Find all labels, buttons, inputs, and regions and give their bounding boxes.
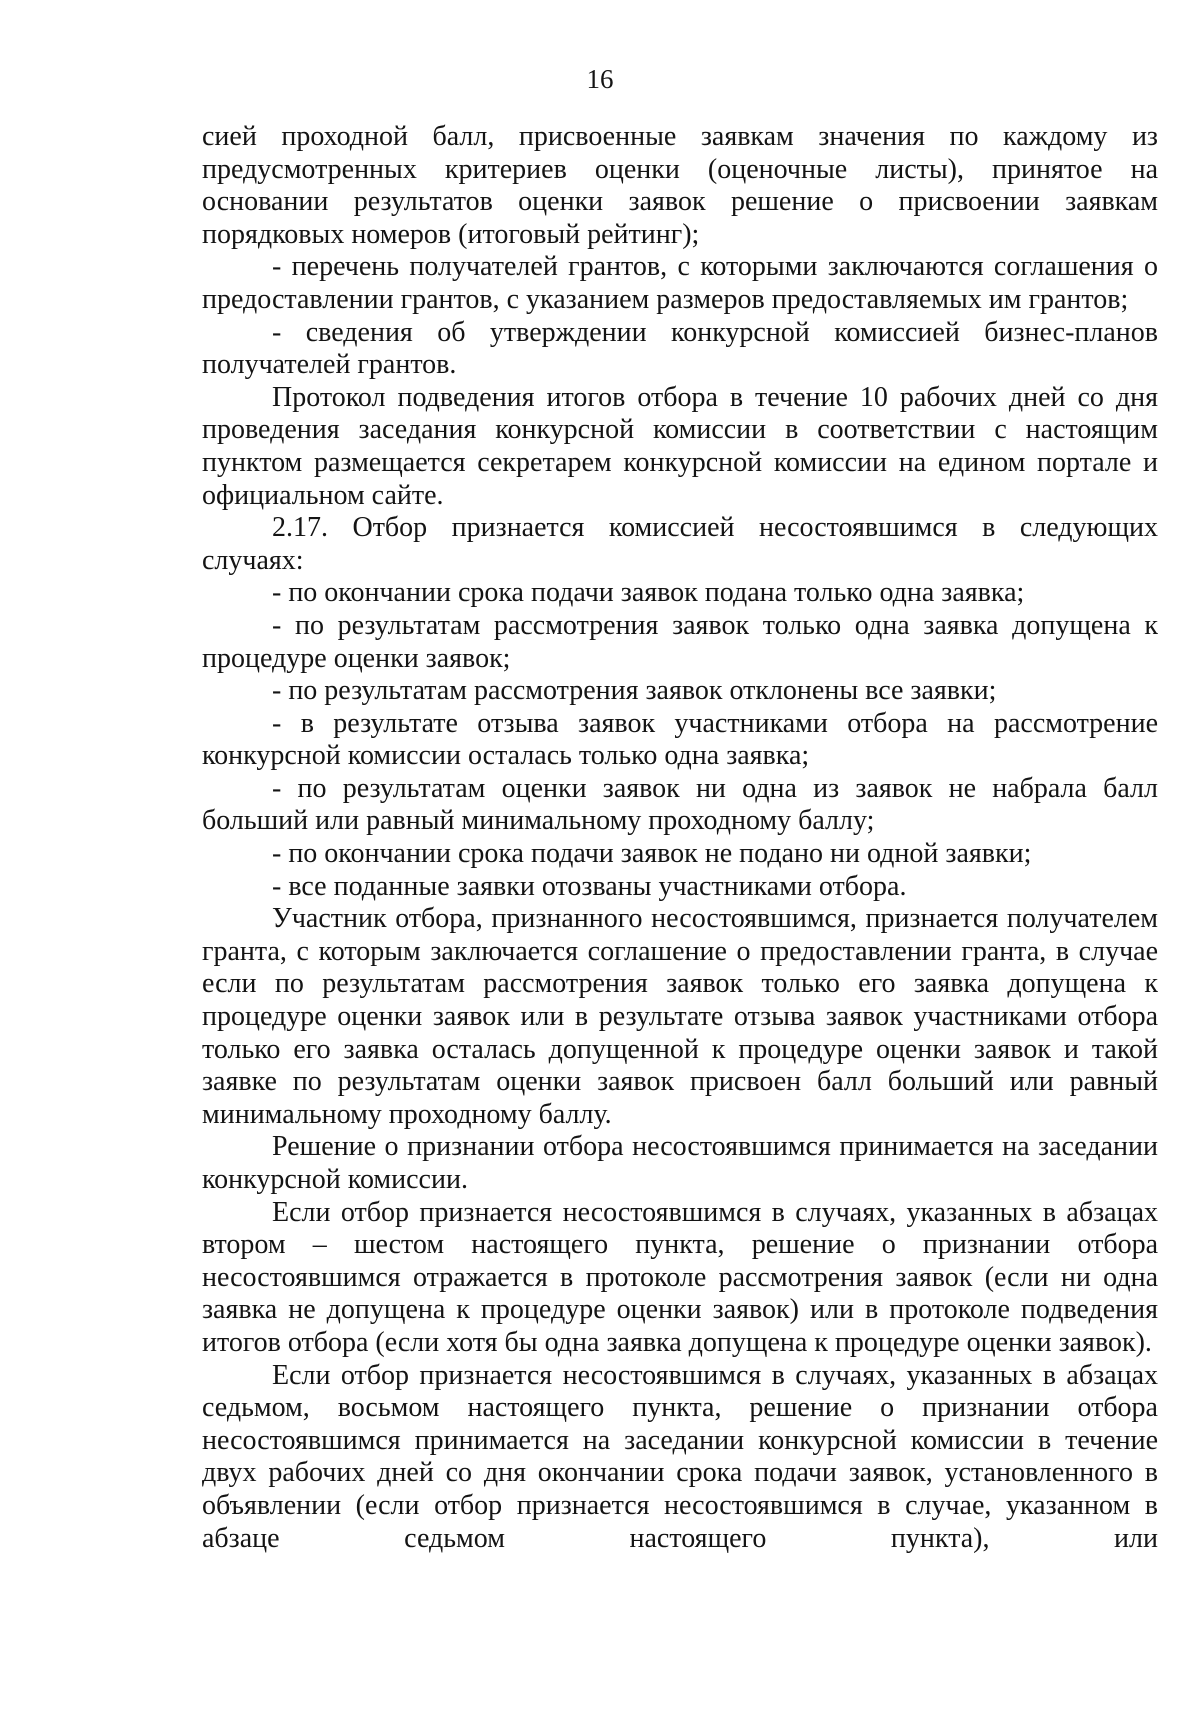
paragraph: - по результатам рассмотрения заявок только одна заявка допущена к процедуре оценки заявок; <box>202 609 1158 674</box>
paragraph: Если отбор признается несостоявшимся в случаях, указанных в абзацах втором – шестом настоящего пункта, решение о признании отбора несостоявшимся отражается в протоколе рассмотрения заявок (если ни одна заявка не допущена к процедуре оценки заявок) или в протоколе подведения итогов отбора (если хотя бы одна заявка допущена к процедуре оценки заявок). <box>202 1196 1158 1358</box>
paragraph: Участник отбора, признанного несостоявшимся, признается получателем гранта, с которым заключается соглашение о предоставлении гранта, в случае если по результатам рассмотрения заявок только его заявка допущена к процедуре оценки заявок или в результате отзыва заявок участниками отбора только его заявка осталась допущенной к процедуре оценки заявок и такой заявке по результатам оценки заявок присвоен балл больший или равный минимальному проходному баллу. <box>202 903 1158 1130</box>
document-body <box>202 121 1158 1555</box>
paragraph: - по окончании срока подачи заявок подана только одна заявка; <box>272 577 1025 609</box>
paragraph: - сведения об утверждении конкурсной комиссией бизнес-планов получателей грантов. <box>202 316 1158 381</box>
page-number: 16 <box>586 64 614 94</box>
paragraph: - в результате отзыва заявок участниками отбора на рассмотрение конкурсной комиссии осталась только одна заявка; <box>202 707 1158 772</box>
paragraph: - перечень получателей грантов, с которыми заключаются соглашения о предоставлении грантов, с указанием размеров предоставляемых им грантов; <box>202 251 1158 315</box>
paragraph: Протокол подведения итогов отбора в течение 10 рабочих дней со дня проведения заседания конкурсной комиссии в соответствии с настоящим пунктом размещается секретарем конкурсной комиссии на едином портале и официальном сайте. <box>202 381 1158 511</box>
paragraph: сией проходной балл, присвоенные заявкам значения по каждому из предусмотренных критериев оценки (оценочные листы), принятое на основании результатов оценки заявок решение о присвоении заявкам порядковых номеров (итоговый рейтинг); <box>202 121 1158 250</box>
paragraph: - по результатам оценки заявок ни одна из заявок не набрала балл больший или равный минимальному проходному баллу; <box>202 772 1158 837</box>
paragraph: Решение о признании отбора несостоявшимся принимается на заседании конкурсной комиссии. <box>202 1131 1158 1195</box>
paragraph: Если отбор признается несостоявшимся в случаях, указанных в абзацах седьмом, восьмом настоящего пункта, решение о признании отбора несостоявшимся принимается на заседании конкурсной комиссии в течение двух рабочих дней со дня окончании срока подачи заявок, установленного в объявлении (если отбор признается несостоявшимся в случае, указанном в абзаце седьмом настоящего пункта), или <box>202 1359 1158 1554</box>
paragraph: - все поданные заявки отозваны участниками отбора. <box>272 870 907 902</box>
paragraph: - по результатам рассмотрения заявок отклонены все заявки; <box>272 675 997 707</box>
paragraph: - по окончании срока подачи заявок не подано ни одной заявки; <box>272 838 1032 870</box>
paragraph: 2.17. Отбор признается комиссией несостоявшимся в следующих случаях: <box>202 512 1158 576</box>
